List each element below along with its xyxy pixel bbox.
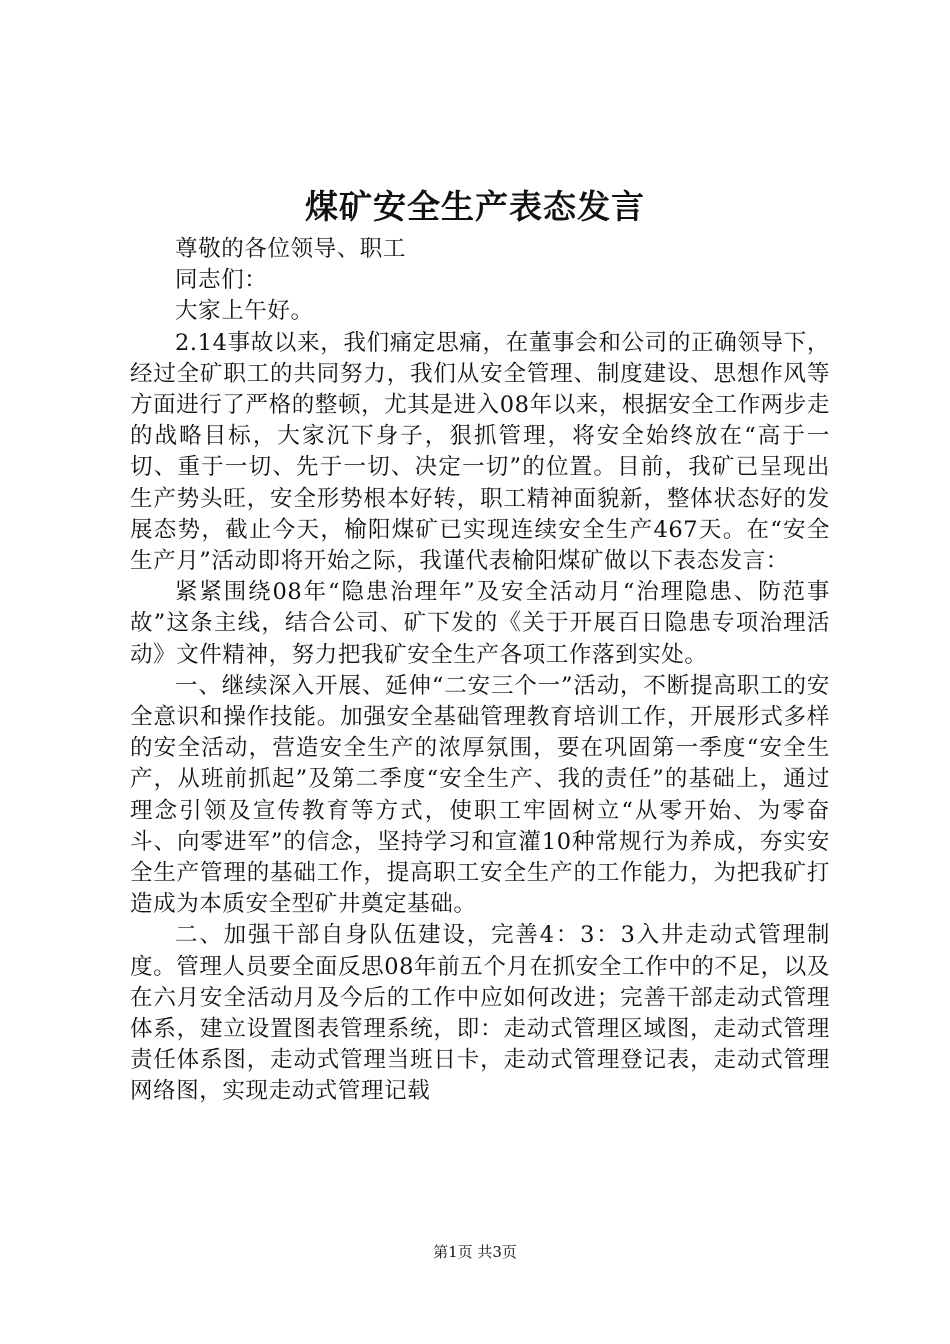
document-body	[130, 234, 830, 1108]
body-paragraph: 二、加强干部自身队伍建设，完善4：3：3入井走动式管理制度。管理人员要全面反思08年前五个月在抓安全工作中的不足，以及在六月安全活动月及今后的工作中应如何改进；完善干部走动式管理体系，建立设置图表管理系统，即：走动式管理区域图，走动式管理责任体系图，走动式管理当班日卡，走动式管理登记表，走动式管理网络图，实现走动式管理记载	[130, 922, 830, 1105]
salutation-line-2: 同志们：	[175, 267, 268, 294]
body-paragraph: 一、继续深入开展、延伸“二安三个一”活动，不断提高职工的安全意识和操作技能。加强安全基础管理教育培训工作，开展形式多样的安全活动，营造安全生产的浓厚氛围，要在巩固第一季度“安全生产，从班前抓起”及第二季度“安全生产、我的责任”的基础上，通过理念引领及宣传教育等方式，使职工牢固树立“从零开始、为零奋斗、向零进军”的信念，坚持学习和宣灌10种常规行为养成，夯实安全生产管理的基础工作，提高职工安全生产的工作能力，为把我矿打造成为本质安全型矿井奠定基础。	[130, 672, 830, 918]
document-title: 煤矿安全生产表态发言	[305, 187, 645, 226]
body-paragraph: 紧紧围绕08年“隐患治理年”及安全活动月“治理隐患、防范事故”这条主线，结合公司、矿下发的《关于开展百日隐患专项治理活动》文件精神，努力把我矿安全生产各项工作落到实处。	[130, 579, 830, 668]
greeting-line: 大家上午好。	[175, 298, 314, 325]
page-footer: 第1页 共3页	[433, 1243, 517, 1261]
body-paragraph: 2.14事故以来，我们痛定思痛，在董事会和公司的正确领导下，经过全矿职工的共同努力，我们从安全管理、制度建设、思想作风等方面进行了严格的整顿，尤其是进入08年以来，根据安全工作两步走的战略目标，大家沉下身子，狠抓管理，将安全始终放在“高于一切、重于一切、先于一切、决定一切”的位置。目前，我矿已呈现出生产势头旺，安全形势根本好转，职工精神面貌新，整体状态好的发展态势，截止今天，榆阳煤矿已实现连续安全生产467天。在“安全生产月”活动即将开始之际，我谨代表榆阳煤矿做以下表态发言：	[130, 329, 830, 575]
salutation-line-1: 尊敬的各位领导、职工	[175, 236, 407, 262]
